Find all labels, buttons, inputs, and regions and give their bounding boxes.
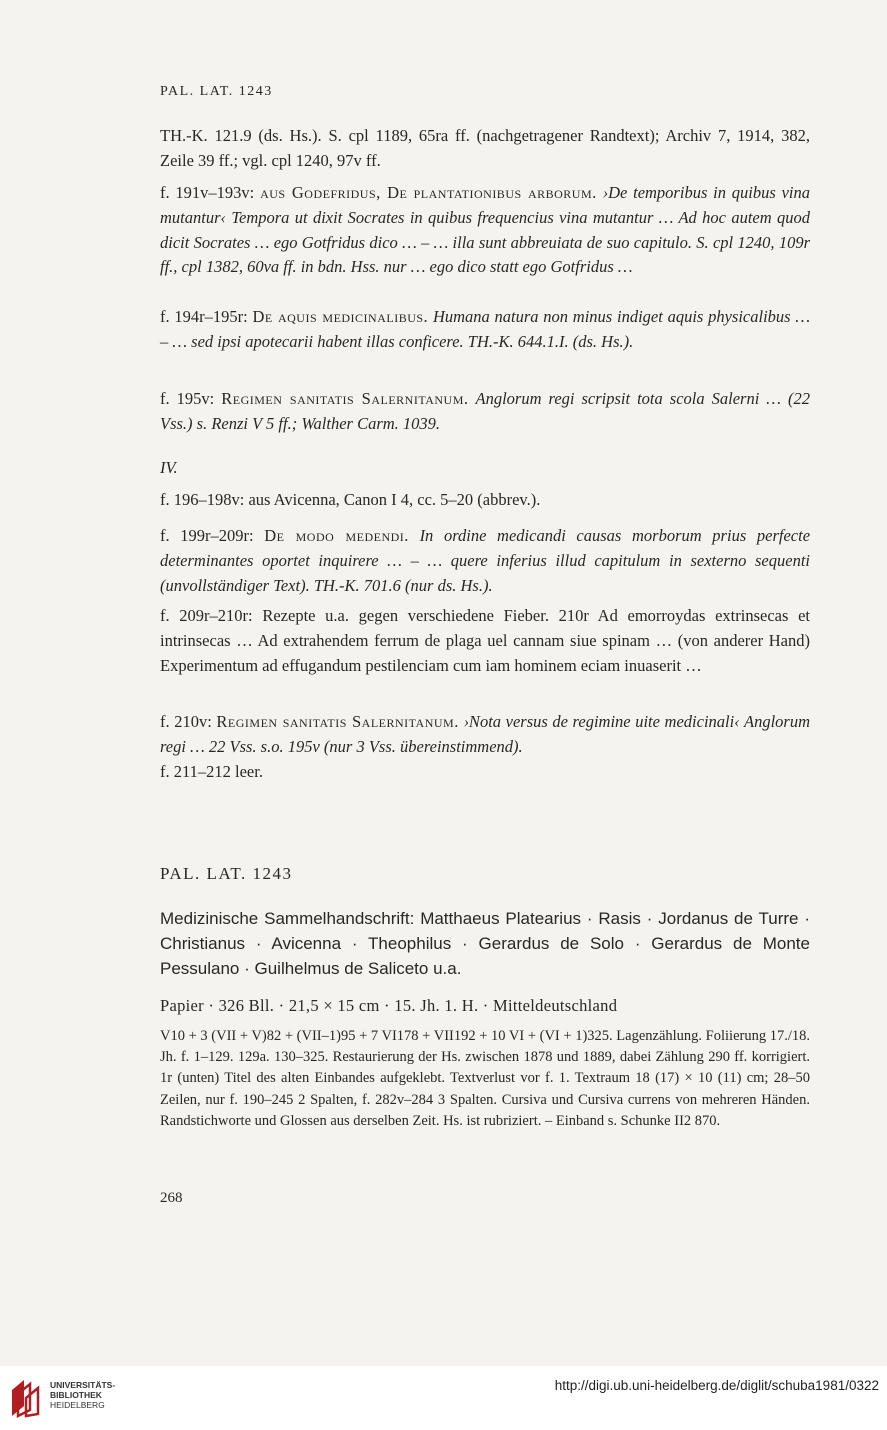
footer-bar <box>0 1366 887 1430</box>
entry-f211 <box>160 760 810 785</box>
library-logo-icon <box>8 1376 44 1418</box>
work-author: Regimen sanitatis Salernitanum. <box>221 389 469 408</box>
entry-f209 <box>160 604 810 678</box>
folio-ref: f. 196–198v: <box>160 490 245 509</box>
library-name-line3: HEIDELBERG <box>50 1400 105 1410</box>
library-name-line2: BIBLIOTHEK <box>50 1390 102 1400</box>
incipit-text: In ordine medicandi causas morborum prius perfecte determinantes oportet inquirere … – … quere inferius illud capitulum in sexterno sequenti (unvollständiger Text). TH.-K. 701.6 (nur ds. Hs.). <box>160 526 811 595</box>
entry-f196 <box>160 488 810 513</box>
incipit-text: Humana natura non minus indiget aquis physicalibus … – … sed ipsi apotecarii habent illas conficere. TH.-K. 644.1.I. (ds. Hs.). <box>160 307 811 351</box>
entry-f195v <box>160 387 810 437</box>
work-author: De aquis medicinalibus. <box>252 307 429 326</box>
incipit-text: ›Nota versus de regimine uite medicinali‹ Anglorum regi … 22 Vss. s.o. 195v (nur 3 Vss. übereinstimmend). <box>160 712 810 756</box>
work-author: aus Godefridus, De plantationibus arborum. <box>260 183 597 202</box>
folio-ref: f. 199r–209r: <box>160 526 254 545</box>
library-name-line1: UNIVERSITÄTS- <box>50 1380 116 1390</box>
manuscript-description: V10 + 3 (VII + V)82 + (VII–1)95 + 7 VI178 + VII192 + 10 VI + (VI + 1)325. Lagenzählung. Foliierung 17./18. Jh. f. 1–129. 129a. 130–325. Restaurierung der Hs. zwischen 1878 und 1889, dabei Zählung 290 ff. korrigiert. 1r (unten) Titel des alten Einbandes aufgeklebt. Textverlust vor f. 1. Textraum 18 (17) × 10 (11) cm; 28–50 Zeilen, nur f. 190–245 2 Spalten, f. 282v–284 3 Spalten. Cursiva und Cursiva currens von mehreren Händen. Randstichworte und Glossen aus derselben Zeit. Hs. ist rubriziert. – Einband s. Schunke II2 870. <box>160 1028 810 1129</box>
running-header: PAL. LAT. 1243 <box>160 84 273 99</box>
source-url-link[interactable]: http://digi.ub.uni-heidelberg.de/diglit/schuba1981/0322 <box>554 1378 879 1393</box>
section-title: PAL. LAT. 1243 <box>160 864 293 883</box>
folio-ref: f. 210v: <box>160 712 212 731</box>
folio-ref: f. 194r–195r: <box>160 307 248 326</box>
folio-ref: f. 191v–193v: <box>160 183 255 202</box>
incipit-text: ›De temporibus in quibus vina mutantur‹ Tempora ut dixit Socrates in quibus frequencius vina mutantur … Ad hoc autem quod dicit Socrates … ego Gotfridus dico … – … illa sunt abbreuiata de suo capitulo. S. cpl 1240, 109r ff., cpl 1382, 60va ff. in bdn. Hss. nur … ego dico statt ego Gotfridus … <box>160 183 811 277</box>
work-author: Regimen sanitatis Salernitanum. <box>216 712 459 731</box>
page-number: 268 <box>160 1190 183 1206</box>
entry-f194 <box>160 305 810 355</box>
work-author: De modo medendi. <box>264 526 409 545</box>
entry-f210v <box>160 710 810 760</box>
incipit-text: Anglorum regi scripsit tota scola Salerni … (22 Vss.) s. Renzi V 5 ff.; Walther Carm. 1039. <box>160 389 810 433</box>
entry-text: Rezepte u.a. gegen verschiedene Fieber. 210r Ad emorroydas extrinsecas et intrinsecas … Ad extrahendem ferrum de plaga uel cannam siue spinam … (von anderer Hand) Experimentum ad effugandum pestilenciam cum iam hominem eciam inuaserit … <box>160 606 811 675</box>
folio-ref: f. 195v: <box>160 389 215 408</box>
library-name <box>50 1380 115 1410</box>
entry-cpl-references <box>160 124 810 174</box>
entry-text: aus Avicenna, Canon I 4, cc. 5–20 (abbrev.). <box>248 490 541 509</box>
entry-f199 <box>160 524 810 598</box>
manuscript-format: Papier · 326 Bll. · 21,5 × 15 cm · 15. Jh. 1. H. · Mitteldeutschland <box>160 996 618 1015</box>
part-number <box>160 456 810 481</box>
entry-text: f. 211–212 leer. <box>160 762 263 781</box>
manuscript-heading: Medizinische Sammelhandschrift: Matthaeus Platearius · Rasis · Jordanus de Turre · Christianus · Avicenna · Theophilus · Gerardus de Solo · Gerardus de Monte Pessulano · Guilhelmus de Saliceto u.a. <box>160 909 810 978</box>
entry-f191 <box>160 181 810 280</box>
entry-text: TH.-K. 121.9 (ds. Hs.). S. cpl 1189, 65ra ff. (nachgetragener Randtext); Archiv 7, 1914, 382, Zeile 39 ff.; vgl. cpl 1240, 97v ff. <box>160 126 810 170</box>
part-label: IV. <box>160 458 178 477</box>
folio-ref: f. 209r–210r: <box>160 606 253 625</box>
